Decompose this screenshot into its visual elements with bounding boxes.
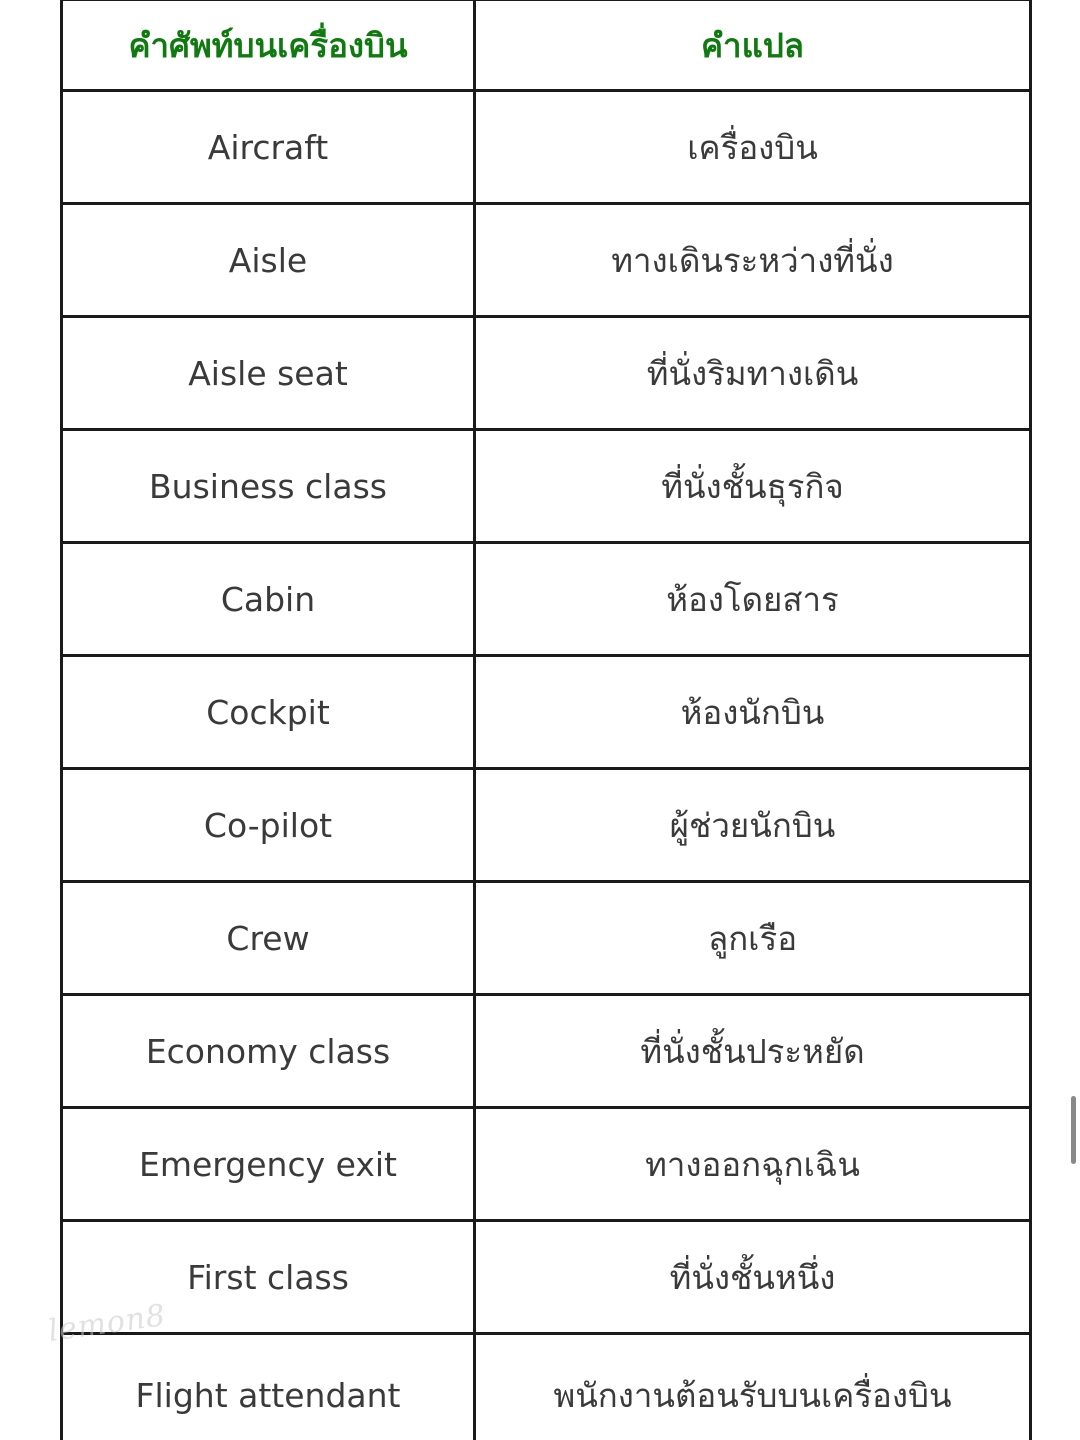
translation-cell: ห้องโดยสาร [475,543,1031,656]
term-cell: Business class [62,430,475,543]
translation-cell: ห้องนักบิน [475,656,1031,769]
vocabulary-table [60,0,1032,1440]
header-term: คำศัพท์บนเครื่องบิน [62,0,475,91]
table-row [62,543,1031,656]
term-cell: Cockpit [62,656,475,769]
term-cell: Co-pilot [62,769,475,882]
translation-cell: ที่นั่งชั้นประหยัด [475,995,1031,1108]
term-cell: Crew [62,882,475,995]
lemon8-watermark: lemon8 [46,1297,169,1350]
table-row [62,1221,1031,1334]
term-cell: Aisle seat [62,317,475,430]
term-cell: Aircraft [62,91,475,204]
scrollbar[interactable] [1071,1096,1076,1164]
translation-cell: ที่นั่งชั้นหนึ่ง [475,1221,1031,1334]
table-row [62,91,1031,204]
table-row [62,1334,1031,1440]
table-header-row [62,0,1031,91]
translation-cell: พนักงานต้อนรับบนเครื่องบิน [475,1334,1031,1440]
term-cell: First class [62,1221,475,1334]
translation-cell: ที่นั่งชั้นธุรกิจ [475,430,1031,543]
translation-cell: ที่นั่งริมทางเดิน [475,317,1031,430]
table-row [62,995,1031,1108]
term-cell: Cabin [62,543,475,656]
table-body [62,91,1031,1440]
table-row [62,430,1031,543]
table-row [62,317,1031,430]
translation-cell: ทางออกฉุกเฉิน [475,1108,1031,1221]
term-cell: Emergency exit [62,1108,475,1221]
term-cell: Flight attendant [62,1334,475,1440]
table-row [62,204,1031,317]
table-row [62,1108,1031,1221]
translation-cell: ลูกเรือ [475,882,1031,995]
table-row [62,769,1031,882]
term-cell: Aisle [62,204,475,317]
translation-cell: ทางเดินระหว่างที่นั่ง [475,204,1031,317]
table-row [62,656,1031,769]
translation-cell: ผู้ช่วยนักบิน [475,769,1031,882]
term-cell: Economy class [62,995,475,1108]
table-row [62,882,1031,995]
translation-cell: เครื่องบิน [475,91,1031,204]
header-translation: คำแปล [475,0,1031,91]
